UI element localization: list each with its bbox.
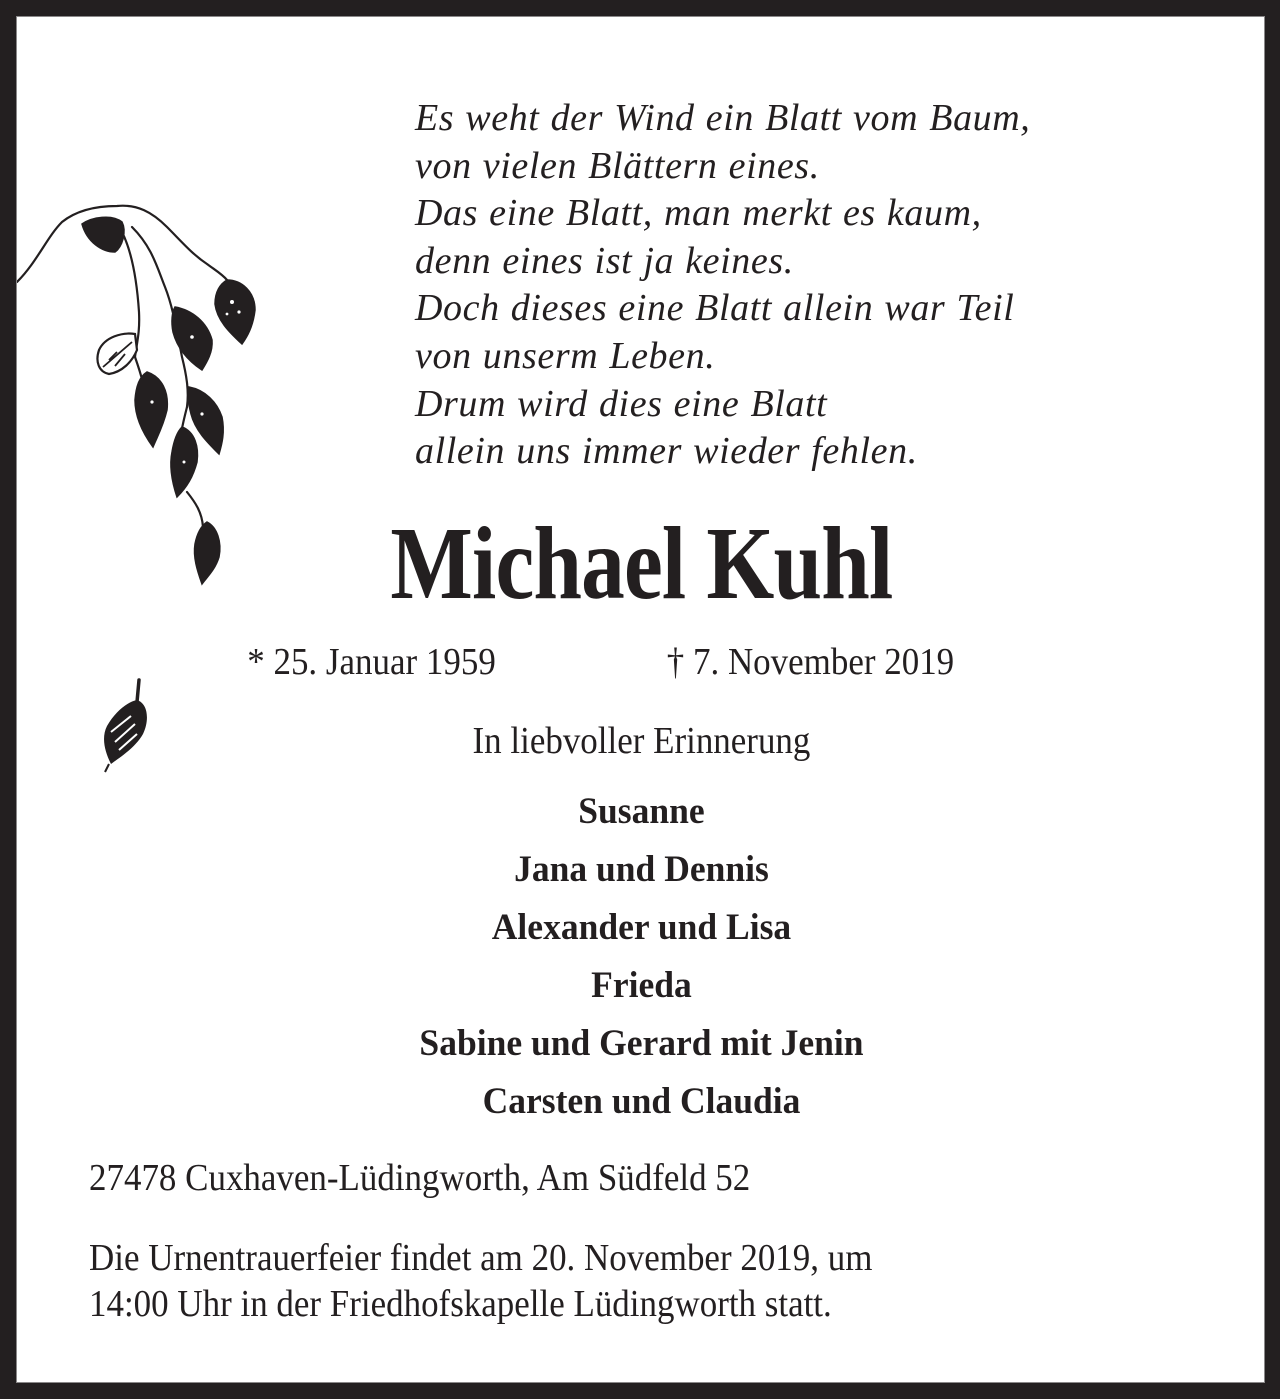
mourner: Frieda xyxy=(591,965,692,1006)
poem-line: Das eine Blatt, man merkt es kaum, xyxy=(415,192,982,235)
mourners-list xyxy=(42,783,1241,1131)
ceremony-info xyxy=(89,1235,872,1327)
obituary-notice xyxy=(16,16,1265,1383)
mourner: Jana und Dennis xyxy=(514,849,769,890)
ceremony-line: Die Urnentrauerfeier findet am 20. November 2019, um xyxy=(89,1237,873,1279)
address: 27478 Cuxhaven-Lüdingworth, Am Südfeld 52 xyxy=(89,1157,751,1199)
poem xyxy=(415,95,1030,476)
poem-line: von vielen Blättern eines. xyxy=(415,144,820,187)
poem-line: Es weht der Wind ein Blatt vom Baum, xyxy=(415,97,1031,139)
poem-line: von unserm Leben. xyxy=(415,334,716,377)
deceased-name: Michael Kuhl xyxy=(390,506,893,621)
mourner: Alexander und Lisa xyxy=(491,907,792,948)
mourner: Susanne xyxy=(578,791,705,832)
mourner: Carsten und Claudia xyxy=(482,1081,801,1122)
birth-date: * 25. Januar 1959 xyxy=(247,641,496,683)
poem-line: Doch dieses eine Blatt allein war Teil xyxy=(415,287,1015,330)
ceremony-line: 14:00 Uhr in der Friedhofskapelle Lüdingworth statt. xyxy=(89,1283,832,1325)
death-date: † 7. November 2019 xyxy=(666,641,955,683)
poem-line: allein uns immer wieder fehlen. xyxy=(415,430,918,473)
memory-line: In liebvoller Erinnerung xyxy=(472,720,811,762)
poem-line: Drum wird dies eine Blatt xyxy=(415,382,828,425)
mourner: Sabine und Gerard mit Jenin xyxy=(419,1023,864,1064)
poem-line: denn eines ist ja keines. xyxy=(415,239,794,282)
